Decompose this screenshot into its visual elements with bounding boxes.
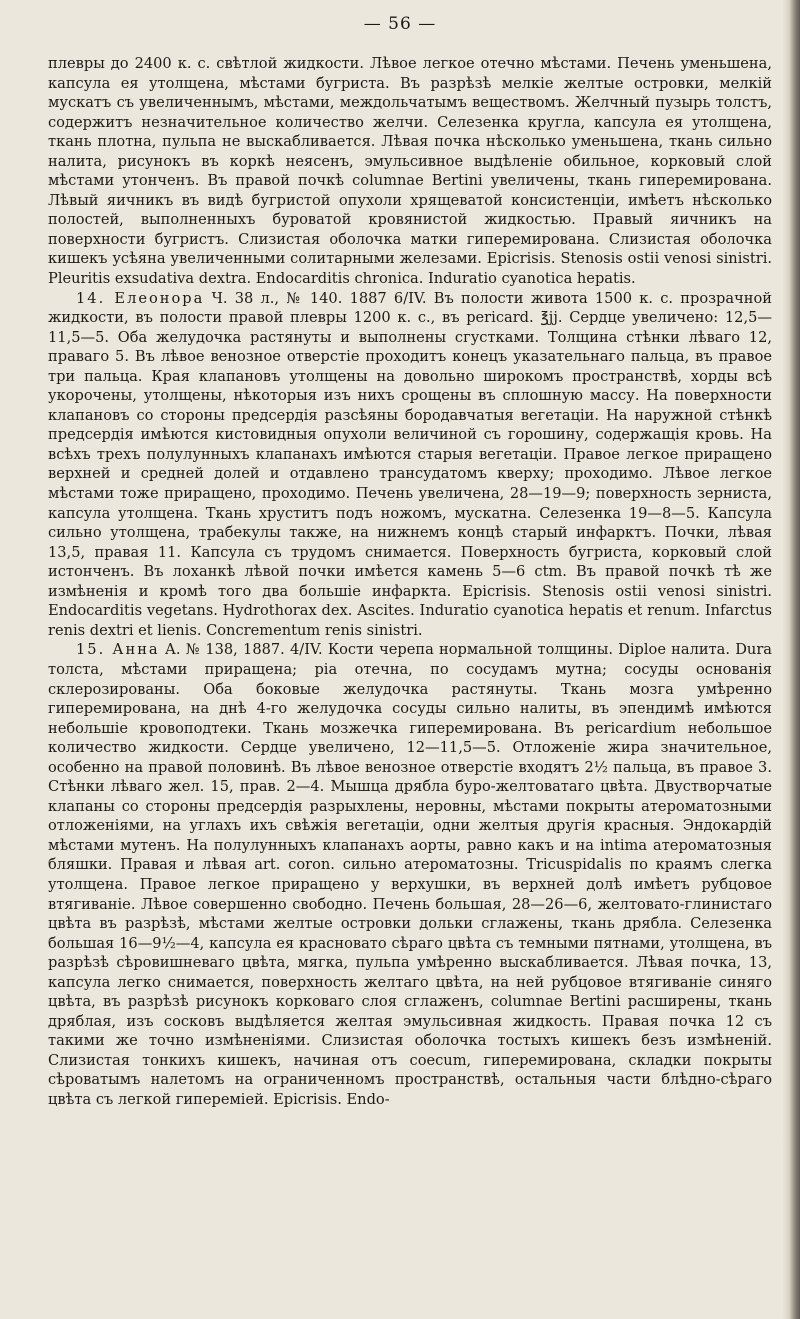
body-text bbox=[48, 54, 772, 1110]
page-number: — 56 — bbox=[363, 14, 437, 34]
case-lead: 15. Анна bbox=[76, 641, 160, 659]
case-lead: 14. Елеонора bbox=[76, 289, 205, 307]
paragraph-continuation bbox=[48, 54, 772, 289]
page-edge-shadow bbox=[782, 0, 800, 1319]
paragraph-text: плевры до 2400 к. с. свѣтлой жидкости. Лѣвое легкое отечно мѣстами. Печень уменьшена, капсула ея утолщена, мѣстами бугриста. Въ разрѣзѣ мелкіе желтые островки, мелкій мускатъ съ увеличеннымъ, мѣстами, междольчатымъ веществомъ. Желчный пузырь толстъ, содержитъ незначительное количество желчи. Селезенка кругла, капсула ея утолщена, ткань плотна, пульпа не выскабливается. Лѣвая почка нѣсколько уменьшена, ткань сильно налита, рисунокъ въ коркѣ неясенъ, эмульсивное выдѣленіе обильное, корковый слой мѣстами утонченъ. Въ правой почкѣ columnae Bertini увеличены, ткань гиперемирована. Лѣвый яичникъ въ видѣ бугристой опухоли хрящеватой консистенціи, имѣетъ нѣсколько полостей, выполненныхъ буроватой кровянистой жидкостью. Правый яичникъ на поверхности бугристъ. Слизистая оболочка матки гиперемирована. Слизистая оболочка кишекъ усѣяна увеличенными солитарными железами. Epicrisis. Stenosis ostii venosi sinistri. Pleuritis exsudativa dextra. Endocarditis chronica. Induratio cyanotica hepatis. bbox=[48, 55, 772, 288]
paragraph-text: А. № 138, 1887. 4/IV. Кости черепа нормальной толщины. Diploe налита. Dura толста, мѣстами приращена; pia отечна, по сосудамъ мутна; сосуды основанія склерозированы. Оба боковые желудочка растянуты. Ткань мозга умѣренно гиперемирована, на днѣ 4-го желудочка сосуды сильно налиты, въ эпендимѣ имѣются небольшіе кровоподтеки. Ткань мозжечка гиперемирована. Въ pericardium небольшое количество жидкости. Сердце увеличено, 12—11,5—5. Отложеніе жира значительное, особенно на правой половинѣ. Въ лѣвое венозное отверстіе входятъ 2½ пальца, въ правое 3. Стѣнки лѣваго жел. 15, прав. 2—4. Мышца дрябла буро-желтоватаго цвѣта. Двустворчатые клапаны со стороны предсердія разрыхлены, неровны, мѣстами покрыты атероматозными отложеніями, на углахъ ихъ свѣжія вегетаціи, одни желтыя другія красныя. Эндокардій мѣстами мутенъ. На полулунныхъ клапанахъ аорты, равно какъ и на intima атероматозныя бляшки. Правая и лѣвая art. coron. сильно атероматозны. Tricuspidalis по краямъ слегка утолщена. Правое легкое приращено у верхушки, въ верхней долѣ имѣетъ рубцовое втягиваніе. Лѣвое совершенно свободно. Печень большая, 28—26—6, желтовато-глинистаго цвѣта въ разрѣзѣ, мѣстами желтые островки дольки сглажены, ткань дрябла. Селезенка большая 16—9½—4, капсула ея красновато сѣраго цвѣта съ темными пятнами, утолщена, въ разрѣзѣ сѣровишневаго цвѣта, мягка, пульпа умѣренно выскабливается. Лѣвая почка, 13, капсула легко снимается, поверхность желтаго цвѣта, на ней рубцовое втягиваніе синяго цвѣта, въ разрѣзѣ рисунокъ корковаго слоя сглаженъ, columnae Bertini расширены, ткань дряблая, изъ сосковъ выдѣляется желтая эмульсивная жидкость. Правая почка 12 съ такими же точно измѣненіями. Слизистая оболочка тостыхъ кишекъ безъ измѣненій. Слизистая тонкихъ кишекъ, начиная отъ coecum, гиперемирована, складки покрыты сѣроватымъ налетомъ на ограниченномъ пространствѣ, остальныя части блѣдно-сѣраго цвѣта съ легкой гипереміей. Epicrisis. Endo- bbox=[48, 641, 772, 1108]
paragraph-case-14 bbox=[48, 289, 772, 641]
paragraph-case-15 bbox=[48, 640, 772, 1109]
paragraph-text: Ч. 38 л., № 140. 1887 6/IV. Въ полости живота 1500 к. с. прозрачной жидкости, въ полости правой плевры 1200 к. с., въ pericard. ℥jj. Сердце увеличено: 12,5—11,5—5. Оба желудочка растянуты и выполнены сгустками. Толщина стѣнки лѣваго 12, праваго 5. Въ лѣвое венозное отверстіе проходитъ конецъ указательнаго пальца, въ правое три пальца. Края клапановъ утолщены на довольно широкомъ пространствѣ, хорды всѣ укорочены, утолщены, нѣкоторыя изъ нихъ срощены въ сплошную массу. На поверхности клапановъ со стороны предсердія разсѣяны бородавчатыя вегетаціи. На наружной стѣнкѣ предсердія имѣются кистовидныя опухоли величиной съ горошину, содержащія кровь. На всѣхъ трехъ полулунныхъ клапанахъ имѣются старыя вегетаціи. Правое легкое приращено верхней и средней долей и отдавлено трансудатомъ кверху; проходимо. Лѣвое легкое мѣстами тоже приращено, проходимо. Печень увеличена, 28—19—9; поверхность зерниста, капсула утолщена. Ткань хруститъ подъ ножомъ, мускатна. Селезенка 19—8—5. Капсула сильно утолщена, трабекулы также, на нижнемъ концѣ старый инфарктъ. Почки, лѣвая 13,5, правая 11. Капсула съ трудомъ снимается. Поверхность бугриста, корковый слой истонченъ. Въ лоханкѣ лѣвой почки имѣется камень 5—6 ctm. Въ правой почкѣ тѣ же измѣненія и кромѣ того два большіе инфаркта. Epicrisis. Stenosis ostii venosi sinistri. Endocarditis vegetans. Hydrothorax dex. Ascites. Induratio cyanotica hepatis et renum. Infarctus renis dextri et lienis. Concrementum renis sinistri. bbox=[48, 289, 772, 639]
